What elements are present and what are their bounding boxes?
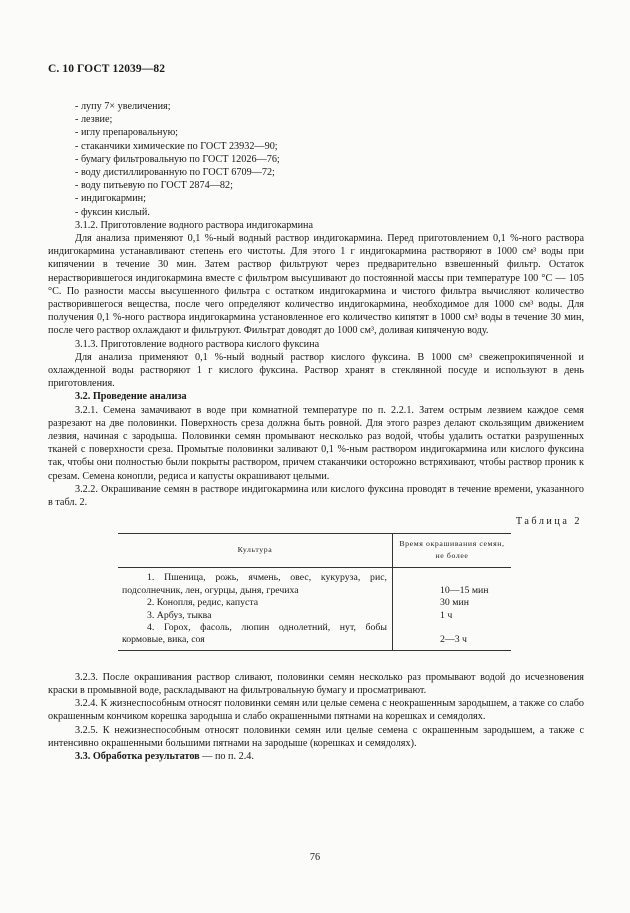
paragraph-3-1-2: Для анализа применяют 0,1 %-ный водный раствор индигокармина. Перед приготовлением 0,1 %-ного раствора индигокармина устанавливают степень его чистоты. Для этого 1 г индигокармина растворяют в 1000 см³ воды при кипячении в течение 30 мин. Затем раствор фильтруют через предварительно взвешенный фильтр. Остаток нерастворившегося индигокармина вместе с фильтром высушивают до постоянной массы при температуре 100 °С — 105 °С. По разности массы высушенного фильтра с остатком индигокармина и чистого фильтра вычисляют количество растворившегося вещества, после чего определяют количество индигокармина, необходимое для 1000 см³ воды. Для получения 0,1 %-ного раствора индигокармина установленное его количество кипятят в 1000 см³ воды в течение 30 мин, после чего раствор охлаждают и фильтруют. Фильтрат доводят до 1000 см³, доливая кипяченую воду.: [48, 233, 584, 337]
document-body: [48, 100, 584, 763]
paragraph-3-2-1: 3.2.1. Семена замачивают в воде при комнатной температуре по п. 2.2.1. Затем острым лезвием каждое семя разрезают на две половинки. Поверхность среза должна быть ровной. Для этого разрез делают скользящим движением лезвия, начиная с зародыша. Половинки семян промывают несколько раз водой, чтобы удалить остатки разрушенных тканей с поверхности среза. Промытые половинки заливают 0,1 %-ным раствором индигокармина или кислого фуксина так, чтобы они полностью были покрыты раствором, причем стаканчики осторожно встряхивают, чтобы раствор проник к срезам. Семена конопли, редиса и капусты окрашивают целыми.: [48, 404, 584, 482]
paragraph-3-2-3: 3.2.3. После окрашивания раствор сливают, половинки семян несколько раз промывают водой до исчезновения краски в промывной воде, раскладывают на фильтровальную бумагу и просматривают.: [48, 671, 584, 696]
table-row: [118, 597, 511, 609]
table-caption: Таблица 2: [515, 516, 582, 528]
table-cell-culture: 1. Пшеница, рожь, ячмень, овес, кукуруза, рис, подсолнечник, лен, огурцы, дыня, гречиха: [118, 568, 393, 597]
section-heading-3-2: [48, 390, 584, 403]
page-number: 76: [309, 852, 321, 863]
list-item: - воду питьевую по ГОСТ 2874—82;: [75, 180, 233, 192]
table-cell-time: 1 ч: [440, 609, 453, 621]
paragraph-3-1-3: Для анализа применяют 0,1 %-ный водный раствор кислого фуксина. В 1000 см³ свежепрокипяченной и охлажденной воды растворяют 1 г кислого фуксина. Раствор хранят в стеклянной посуде и используют в день приготовления.: [48, 351, 584, 390]
paragraph-3-2-2: 3.2.2. Окрашивание семян в растворе индигокармина или кислого фуксина проводят в течение времени, указанного в табл. 2.: [48, 483, 584, 509]
section-3-3: [48, 750, 584, 763]
list-item: - воду дистиллированную по ГОСТ 6709—72;: [75, 167, 275, 179]
list-item: - лупу 7× увеличения;: [75, 101, 171, 112]
table-header-culture: Культура: [118, 533, 393, 568]
table-cell-time: 10—15 мин: [440, 584, 489, 596]
paragraph-3-2-4: 3.2.4. К жизнеспособным относят половинки семян или целые семена с неокрашенным зародышем, а также со слабо окрашенным кончиком корешка зародыша и слабо окрашенными пятнами на корешках и семядолях.: [48, 698, 584, 723]
table-cell-culture: 4. Горох, фасоль, люпин однолетний, нут, бобы кормовые, вика, соя: [118, 622, 393, 650]
list-item: - лезвие;: [75, 114, 113, 126]
section-3-3-text: — по п. 2.4.: [199, 750, 254, 762]
table-cell-culture: 2. Конопля, редис, капуста: [118, 597, 393, 609]
paragraph-3-2-5: 3.2.5. К нежизнеспособным относят половинки семян или целые семена с окрашенным зародышем, а также с интенсивно окрашенными большими пятнами на зародыше (корешках и семядолях).: [48, 724, 584, 749]
section-heading-3-2-text: 3.2. Проведение анализа: [75, 391, 187, 403]
section-heading-3-3: 3.3. Обработка результатов: [75, 750, 200, 762]
list-item: - бумагу фильтровальную по ГОСТ 12026—76;: [75, 153, 280, 165]
section-heading-3-1-3: 3.1.3. Приготовление водного раствора кислого фуксина: [75, 338, 320, 350]
table-cell-time: 30 мин: [440, 597, 469, 609]
list-item: - фуксин кислый.: [75, 206, 150, 218]
table-row: [118, 622, 511, 650]
table-cell-culture: 3. Арбуз, тыква: [118, 610, 393, 622]
page-header: С. 10 ГОСТ 12039—82: [48, 63, 166, 75]
section-heading-3-1-2: 3.1.2. Приготовление водного раствора индигокармина: [75, 219, 314, 231]
equipment-list: [48, 100, 584, 219]
list-item: - индигокармин;: [75, 193, 146, 205]
table-cell-time: 2—3 ч: [393, 622, 512, 650]
list-item: - стаканчики химические по ГОСТ 23932—90;: [75, 140, 278, 152]
staining-time-table: [118, 533, 511, 651]
table-row: [118, 610, 511, 622]
table-row: [118, 568, 511, 597]
list-item: - иглу препаровальную;: [75, 127, 179, 139]
table-header-time: Время окрашивания семян, не более: [393, 533, 512, 568]
